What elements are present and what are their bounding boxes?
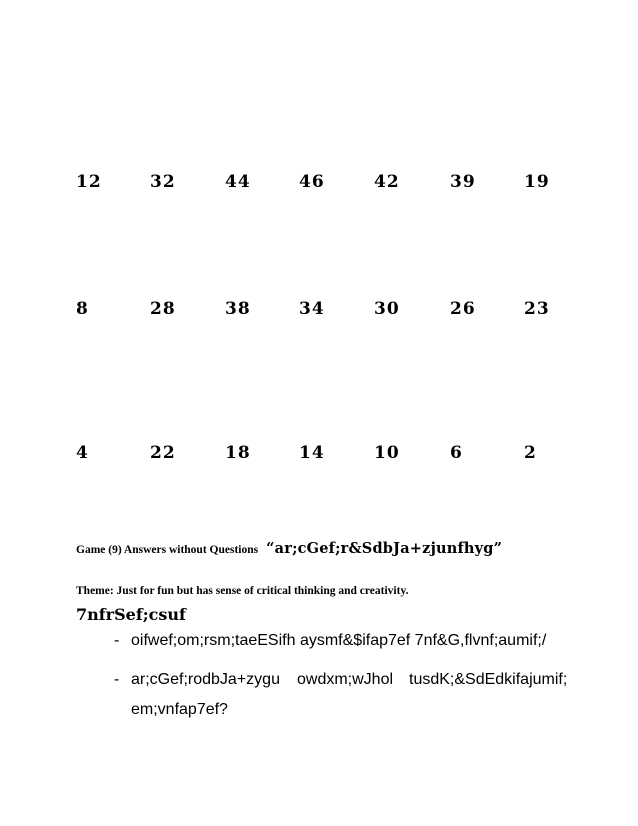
bullet-item-2-part-1: ar;cGef;rodbJa+zygu: [131, 671, 280, 688]
number-cell: 23: [524, 299, 550, 319]
bullet-dash: -: [114, 632, 120, 649]
number-cell: 38: [225, 299, 251, 319]
game-title-line: [76, 540, 502, 558]
section-heading: 7nfrSef;csuf: [76, 605, 186, 624]
number-cell: 4: [76, 443, 89, 463]
number-cell: 12: [76, 172, 102, 192]
bullet-item-1: oifwef;om;rsm;taeESifh aysmf&$ifap7ef 7nf&G,flvnf;aumif;/: [131, 632, 547, 649]
number-cell: 19: [524, 172, 550, 192]
number-cell: 26: [450, 299, 476, 319]
number-cell: 30: [374, 299, 400, 319]
bullet-item-2-part-3: tusdK;&SdEdkifajumif;: [409, 671, 568, 688]
number-cell: 28: [150, 299, 176, 319]
number-cell: 14: [299, 443, 325, 463]
game-label: Game (9) Answers without Questions: [76, 544, 259, 556]
game-quote: “ar;cGef;r&SdbJa+zjunfhyg”: [266, 540, 503, 557]
number-cell: 32: [150, 172, 176, 192]
bullet-item-2-part-2: owdxm;wJhol: [297, 671, 394, 688]
number-cell: 10: [374, 443, 400, 463]
number-cell: 44: [225, 172, 251, 192]
bullet-dash: -: [114, 671, 120, 688]
number-cell: 18: [225, 443, 251, 463]
number-cell: 42: [374, 172, 400, 192]
bullet-item-2-part-4: em;vnfap7ef?: [131, 701, 228, 718]
number-cell: 6: [450, 443, 463, 463]
number-cell: 8: [76, 299, 89, 319]
number-cell: 46: [299, 172, 325, 192]
number-cell: 34: [299, 299, 325, 319]
number-cell: 22: [150, 443, 176, 463]
number-cell: 39: [450, 172, 476, 192]
theme-line: Theme: Just for fun but has sense of critical thinking and creativity.: [76, 585, 409, 597]
number-cell: 2: [524, 443, 537, 463]
